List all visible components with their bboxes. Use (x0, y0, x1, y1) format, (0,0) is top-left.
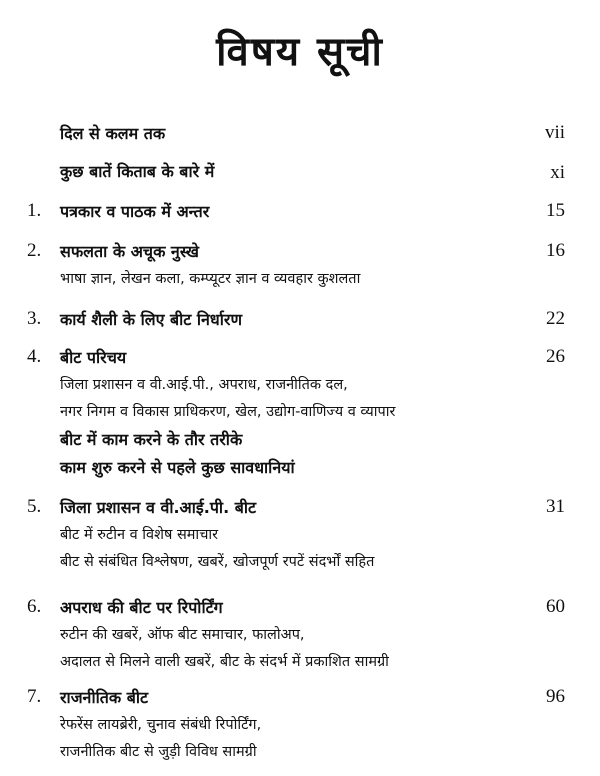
toc-subtopic: नगर निगम व विकास प्राधिकरण, खेल, उद्योग-वाणिज्य व व्यापार (60, 404, 396, 420)
toc-heading: अपराध की बीट पर रिपोर्टिंग (60, 598, 223, 617)
toc-page-number: vii (544, 122, 565, 143)
toc-subtopic: जिला प्रशासन व वी.आई.पी., अपराध, राजनीतिक दल, (60, 377, 348, 393)
toc-subtopic: रुटीन की खबरें, ऑफ बीट समाचार, फालोअप, (60, 627, 305, 643)
toc-chapter-number: 4. (27, 346, 42, 367)
toc-page-number: 22 (546, 308, 565, 329)
toc-heading: बीट परिचय (60, 348, 127, 367)
toc-subtopic: भाषा ज्ञान, लेखन कला, कम्प्यूटर ज्ञान व व्यवहार कुशलता (60, 271, 361, 287)
toc-subtopic: राजनीतिक बीट से जुड़ी विविध सामग्री (60, 744, 257, 760)
toc-page-number: 15 (546, 200, 565, 221)
toc-heading: सफलता के अचूक नुस्खे (60, 242, 199, 261)
toc-chapter-number: 1. (27, 200, 42, 221)
toc-heading: दिल से कलम तक (60, 124, 166, 143)
toc-chapter-number: 5. (27, 496, 42, 517)
toc-page-number: xi (550, 162, 565, 183)
toc-chapter-number: 7. (27, 686, 42, 707)
toc-page-number: 60 (546, 596, 565, 617)
toc-page-number: 16 (546, 240, 565, 261)
toc-subtopic: काम शुरु करने से पहले कुछ सावधानियां (60, 458, 295, 477)
toc-subtopic: बीट में रुटीन व विशेष समाचार (60, 527, 219, 543)
toc-page-number: 31 (546, 496, 565, 517)
toc-heading: राजनीतिक बीट (60, 688, 149, 707)
toc-chapter-number: 6. (27, 596, 42, 617)
toc-subtopic: बीट से संबंधित विश्लेषण, खबरें, खोजपूर्ण रपटें संदर्भों सहित (60, 554, 375, 570)
toc-subtopic: बीट में काम करने के तौर तरीके (60, 430, 243, 449)
toc-heading: कुछ बातें किताब के बारे में (60, 162, 215, 181)
toc-subtopic: रेफरेंस लायब्रेरी, चुनाव संबंधी रिपोर्टिंग, (60, 717, 262, 733)
toc-heading: पत्रकार व पाठक में अन्तर (60, 202, 210, 221)
page-title: विषय सूची (216, 29, 384, 75)
toc-subtopic: अदालत से मिलने वाली खबरें, बीट के संदर्भ में प्रकाशित सामग्री (60, 654, 389, 670)
toc-page-number: 96 (546, 686, 565, 707)
toc-chapter-number: 2. (27, 240, 42, 261)
toc-heading: कार्य शैली के लिए बीट निर्धारण (60, 310, 243, 329)
toc-page-number: 26 (546, 346, 565, 367)
toc-heading: जिला प्रशासन व वी.आई.पी. बीट (60, 498, 257, 517)
toc-chapter-number: 3. (27, 308, 42, 329)
